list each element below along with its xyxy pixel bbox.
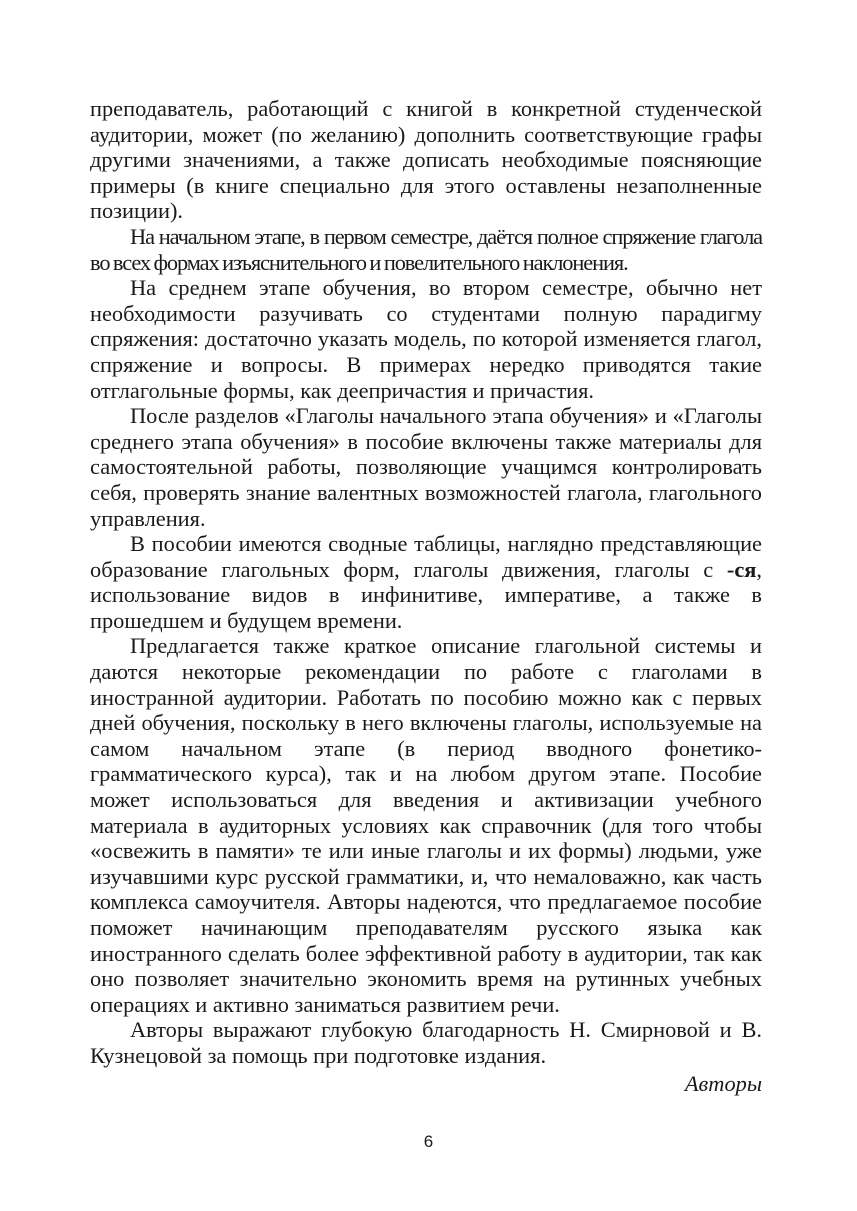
paragraph-middle-stage: На среднем этапе обучения, во втором семестре, обычно нет необходимости разучивать со студентами полную парадигму спряжения: достаточно указать модель, по которой изменяется глагол, спряжение и вопросы. В примерах нередко приводятся такие отглагольные формы, как деепричастия и причастия. bbox=[90, 275, 762, 403]
paragraph-acknowledgements: Авторы выражают глубокую благодарность Н. Смирновой и В. Кузнецовой за помощь при подготовке издания. bbox=[90, 1017, 762, 1068]
paragraph-summary-tables bbox=[90, 531, 762, 633]
paragraph-first-semester: На начальном этапе, в первом семестре, даётся полное спряжение глагола во всех формах изъяснительного и повелительного наклонения. bbox=[90, 223, 762, 275]
paragraph-sections: После разделов «Глаголы начального этапа обучения» и «Глаголы среднего этапа обучения» в пособие включены также материалы для самостоятельной работы, позволяющие учащимся контролировать себя, проверять знание валентных возможностей глагола, глагольного управления. bbox=[90, 403, 762, 531]
paragraph-text-part: , использование видов в инфинитиве, императиве, а также в прошедшем и будущем времени. bbox=[90, 556, 762, 633]
authors-signature: Авторы bbox=[684, 1070, 762, 1096]
page-number: 6 bbox=[423, 1132, 434, 1151]
paragraph-text-part: В пособии имеются сводные таблицы, наглядно представляющие образование глагольных форм, глаголы движения, глаголы с bbox=[90, 531, 762, 582]
paragraph-continuation: преподаватель, работающий с книгой в конкретной студенческой аудитории, может (по желанию) дополнить соответствующие графы другими значениями, а также дописать необходимые поясняющие примеры (в книге специально для этого оставлены незаполненные позиции). bbox=[90, 96, 762, 224]
document-body bbox=[90, 96, 762, 1096]
bold-suffix-sya: -ся bbox=[726, 556, 757, 582]
paragraph-description: Предлагается также краткое описание глагольной системы и даются некоторые рекомендации по работе с глаголами в иностранной аудитории. Работать по пособию можно как с первых дней обучения, поскольку в него включены глаголы, используемые на самом начальном этапе (в период вводного фонетико-грамматического курса), так и на любом другом этапе. Пособие может использоваться для введения и активизации учебного материала в аудиторных условиях как справочник (для того чтобы «освежить в памяти» те или иные глаголы и их формы) людьми, уже изучавшими курс русской грамматики, и, что немаловажно, как часть комплекса самоучителя. Авторы надеются, что предлагаемое пособие поможет начинающим преподавателям русского языка как иностранного сделать более эффективной работу в аудитории, так как оно позволяет значительно экономить время на рутинных учебных операциях и активно заниматься развитием речи. bbox=[90, 633, 762, 1017]
